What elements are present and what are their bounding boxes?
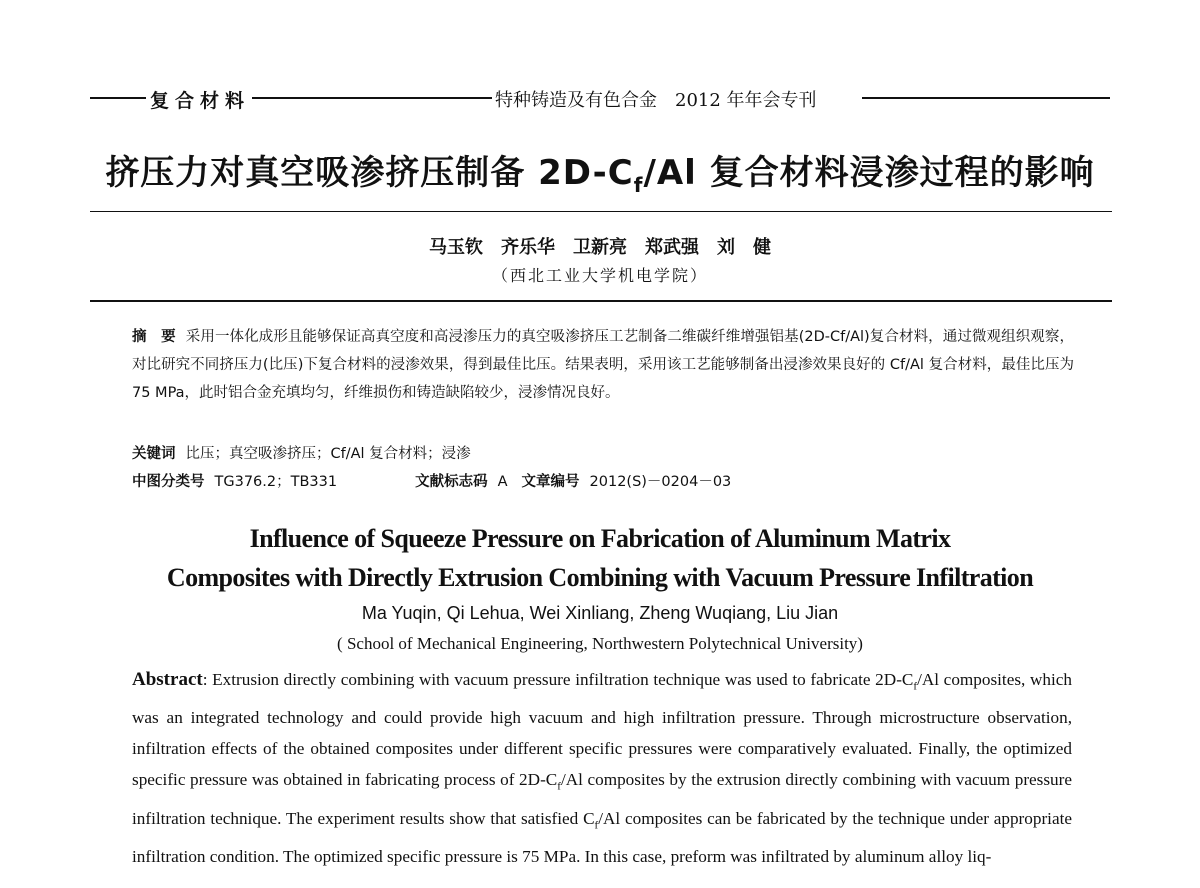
keywords-cn-label: 关键词 bbox=[132, 446, 176, 462]
abstract-en: Abstract: Extrusion directly combining with vacuum pressure infiltration technique was used to fabricate $2D-C_f/Al$ composites, which was an integrated technology and could provide high vacuum and high infiltration pressure. Through microstructure observation, infiltration effects of the obtained composites under different specific pressures were comparatively evaluated. Finally, the optimized specific pressure was obtained in fabricating process of $2D-C_f/Al$ composites by the extrusion directly combining with vacuum pressure infiltration technique. The experiment results show that satisfied $C_f/Al$ composites can be fabricated by the technique under appropriate infiltration condition. The optimized specific pressure is 75 MPa. In this case, preform was infiltrated by aluminum alloy liq- bbox=[132, 669, 1072, 867]
paper-title-cn: 挤压力对真空吸渗挤压制备 $2D-C_f/Al$ 复合材料浸渗过程的影响 bbox=[105, 153, 1095, 197]
header-rule-left bbox=[90, 97, 146, 99]
affiliation-cn: （西北工业大学机电学院） bbox=[491, 266, 708, 285]
author-list-en: Ma Yuqin, Qi Lehua, Wei Xinliang, Zheng Wuqiang, Liu Jian bbox=[361, 603, 839, 623]
doc-code-label: 文献标志码 bbox=[415, 474, 488, 490]
author-rule bbox=[90, 300, 1112, 302]
clc-value: TG376.2；TB331 bbox=[214, 474, 338, 490]
abstract-cn-label: 摘 要 bbox=[132, 329, 176, 345]
title-rule bbox=[90, 211, 1112, 212]
keywords-cn-text: 比压；真空吸渗挤压；Cf/Al 复合材料；浸渗 bbox=[185, 446, 471, 462]
header-rule-right bbox=[862, 97, 1110, 99]
article-id-label: 文章编号 bbox=[521, 474, 580, 490]
section-label: 复合材料 bbox=[150, 90, 251, 112]
abstract-cn-text: 采用一体化成形且能够保证高真空度和高浸渗压力的真空吸渗挤压工艺制备二维碳纤维增强铝基(2D-Cf/Al)复合材料，通过微观组织观察，对比研究不同挤压力(比压)下复合材料的浸渗效果，得到最佳比压。结果表明，采用该工艺能够制备出浸渗效果良好的 Cf/Al 复合材料，最佳比压为 75 MPa，此时铝合金充填均匀，纤维损伤和铸造缺陷较少，浸渗情况良好。 bbox=[132, 329, 1074, 401]
keywords-cn bbox=[132, 440, 471, 468]
abstract-en-label: Abstract bbox=[132, 669, 203, 690]
article-id-value: 2012(S)－0204－03 bbox=[589, 474, 732, 490]
header-rule-middle bbox=[252, 97, 492, 99]
doc-code-value: A bbox=[497, 474, 508, 490]
author-list-cn: 马玉钦 齐乐华 卫新亮 郑武强 刘 健 bbox=[429, 237, 771, 258]
affiliation-en: ( School of Mechanical Engineering, Northwestern Polytechnical University) bbox=[337, 634, 863, 653]
classification-line bbox=[132, 468, 731, 496]
journal-name: 特种铸造及有色合金 2012 年年会专刊 bbox=[495, 90, 817, 111]
paper-title-en-line2: Composites with Directly Extrusion Combining with Vacuum Pressure Infiltration bbox=[166, 563, 1034, 592]
clc-label: 中图分类号 bbox=[132, 474, 205, 490]
paper-title-en-line1: Influence of Squeeze Pressure on Fabrication of Aluminum Matrix bbox=[249, 524, 951, 553]
abstract-cn bbox=[132, 323, 1074, 407]
